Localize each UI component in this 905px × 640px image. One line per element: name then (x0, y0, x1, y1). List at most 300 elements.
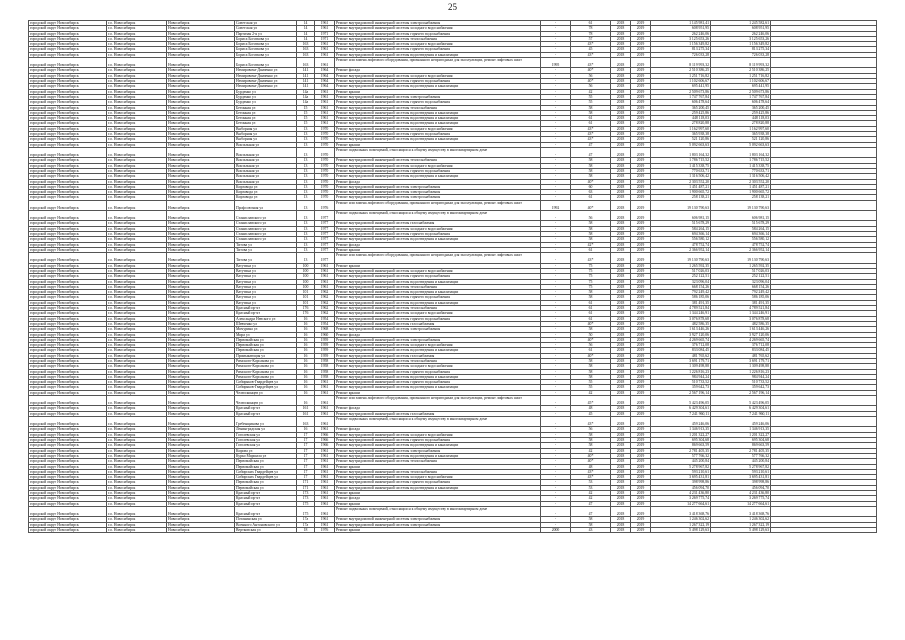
cell-cost: 14 277 664,61 (651, 501, 711, 506)
cell-house-number: 13 (297, 226, 315, 231)
cell-municipal-entity: г.о. Новосибирск (107, 353, 167, 358)
cell-cost: 258 138,21 (651, 195, 711, 200)
cell-house-number: 13 (297, 237, 315, 242)
cell-cost-total: 365 938,38 (711, 132, 771, 137)
cell-lift-year: - (541, 290, 571, 295)
cell-end-year: 2019 (631, 448, 651, 453)
cell-cost-total: 695 441,95 (711, 84, 771, 89)
cell-lift-year: - (541, 475, 571, 480)
cell-build-year: 1966 (315, 432, 335, 437)
cell-start-year: 2018 (611, 79, 631, 84)
cell-cost-total: 381 491,35 (711, 300, 771, 305)
cell-street: Первомайская ул (235, 343, 297, 348)
cell-work-type: Ремонт или замена лифтового оборудования, признанного непригодным для эксплуатации, ремонт лифтовых шахт (335, 58, 541, 68)
cell-municipality: городской округ Новосибирск (29, 353, 107, 358)
cell-house-number: 16 (297, 348, 315, 353)
cell-settlement: Новосибирск (167, 290, 235, 295)
cell-house-number: 17 (297, 438, 315, 443)
cell-street: Римского-Корсакова ул (235, 364, 297, 369)
cell-start-year: 2018 (611, 126, 631, 131)
cell-municipality: городской округ Новосибирск (29, 179, 107, 184)
cell-settlement: Новосибирск (167, 221, 235, 226)
cell-municipal-entity: г.о. Новосибирск (107, 52, 167, 57)
cell-municipality: городской округ Новосибирск (29, 211, 107, 221)
cell-work-type: Ремонт внутридомовой инженерной системы водоотведения и канализации (335, 121, 541, 126)
cell-settlement: Новосибирск (167, 247, 235, 252)
cell-house-number: 101 (297, 290, 315, 295)
cell-start-year: 2018 (611, 52, 631, 57)
cell-municipal-entity: г.о. Новосибирск (107, 190, 167, 195)
cell-municipality: городской округ Новосибирск (29, 321, 107, 326)
cell-build-year: 1962 (315, 311, 335, 316)
cell-settlement: Новосибирск (167, 337, 235, 342)
cell-work-type: Ремонт фасада (335, 406, 541, 411)
cell-house-number: 173 (297, 496, 315, 501)
cell-wear-percent: 42 (571, 448, 611, 453)
cell-cost: 1 786 715,52 (651, 158, 711, 163)
cell-cost: 586 185,06 (651, 295, 711, 300)
cell-end-year: 2019 (631, 385, 651, 390)
cell-work-type: Ремонт внутридомовой инженерной системы горячего водоснабжения (335, 380, 541, 385)
cell-build-year: 1961 (315, 496, 335, 501)
cell-wear-percent: 43 (571, 527, 611, 532)
cell-build-year: 1961 (315, 459, 335, 464)
cell-municipality: городской округ Новосибирск (29, 432, 107, 437)
cell-work-type: Ремонт внутридомовой инженерной системы теплоснабжения (335, 459, 541, 464)
cell-start-year: 2018 (611, 364, 631, 369)
cell-municipal-entity: г.о. Новосибирск (107, 232, 167, 237)
cell-settlement: Новосибирск (167, 263, 235, 268)
cell-municipal-entity: г.о. Новосибирск (107, 121, 167, 126)
cell-lift-year: - (541, 242, 571, 247)
cell-street: Станиславского ул (235, 226, 297, 231)
cell-lift-year: - (541, 406, 571, 411)
cell-municipal-entity: г.о. Новосибирск (107, 247, 167, 252)
cell-start-year: 2018 (611, 316, 631, 321)
cell-wear-percent: 55 (571, 100, 611, 105)
cell-house-number: 176 (297, 311, 315, 316)
cell-municipality: городской округ Новосибирск (29, 464, 107, 469)
cell-wear-percent: 57 (571, 36, 611, 41)
cell-wear-percent: 45 (571, 411, 611, 416)
cell-cost-total: 445 200,84 (711, 459, 771, 464)
cell-municipality: городской округ Новосибирск (29, 337, 107, 342)
cell-cost: 833 084,45 (651, 348, 711, 353)
cell-build-year: 1970 (315, 179, 335, 184)
cell-house-number: 163 (297, 47, 315, 52)
cell-work-type: Ремонт внутридомовой инженерной системы теплоснабжения (335, 469, 541, 474)
cell-build-year: 1970 (315, 163, 335, 168)
cell-lift-year: - (541, 448, 571, 453)
cell-end-year: 2019 (631, 263, 651, 268)
cell-settlement: Новосибирск (167, 432, 235, 437)
cell-municipal-entity: г.о. Новосибирск (107, 501, 167, 506)
cell-house-number: 13 (297, 184, 315, 189)
cell-work-type: Ремонт внутридомовой инженерной системы холодного водоснабжения (335, 163, 541, 168)
cell-street: Ватутина ул (235, 290, 297, 295)
cell-wear-percent: 48 (571, 464, 611, 469)
cell-municipality: городской округ Новосибирск (29, 110, 107, 115)
cell-street: Сибирских Гвардейцев ул (235, 469, 297, 474)
cell-municipal-entity: г.о. Новосибирск (107, 94, 167, 99)
cell-build-year: 1970 (315, 126, 335, 131)
cell-end-year: 2019 (631, 332, 651, 337)
cell-lift-year: - (541, 337, 571, 342)
cell-municipality: городской округ Новосибирск (29, 332, 107, 337)
cell-work-type: Ремонт крыши (335, 263, 541, 268)
cell-start-year: 2018 (611, 374, 631, 379)
cell-end-year: 2019 (631, 226, 651, 231)
cell-street: Вокзальная ул (235, 142, 297, 147)
cell-street: Немировича-Данченко ул (235, 84, 297, 89)
cell-start-year: 2018 (611, 132, 631, 137)
cell-street: Бетонная ул (235, 105, 297, 110)
cell-start-year: 2018 (611, 480, 631, 485)
cell-municipal-entity: г.о. Новосибирск (107, 253, 167, 263)
cell-lift-year: - (541, 232, 571, 237)
cell-cost-total: 252 122,51 (711, 274, 771, 279)
cell-municipal-entity: г.о. Новосибирск (107, 390, 167, 395)
cell-house-number: 100 (297, 284, 315, 289)
cell-cost-total: 5 423 496,05 (711, 396, 771, 406)
cell-work-type: Ремонт внутридомовой инженерной системы горячего водоснабжения (335, 369, 541, 374)
cell-street: Советская ул (235, 21, 297, 26)
cell-build-year: 1961 (315, 110, 335, 115)
cell-cost: 5 498 129,63 (651, 527, 711, 532)
cell-end-year: 2019 (631, 321, 651, 326)
cell-street: Партизан 2-я ул (235, 31, 297, 36)
cell-cost-total: 376 712,08 (711, 343, 771, 348)
cell-lift-year: - (541, 84, 571, 89)
cell-wear-percent: 47 (571, 147, 611, 157)
cell-street: Выборная ул (235, 126, 297, 131)
cell-municipal-entity: г.о. Новосибирск (107, 36, 167, 41)
cell-municipality: городской округ Новосибирск (29, 274, 107, 279)
cell-wear-percent: 58 (571, 168, 611, 173)
cell-cost-total: 1 900 665,72 (711, 190, 771, 195)
cell-house-number: 17 (297, 459, 315, 464)
cell-cost: 1 201 322,27 (651, 432, 711, 437)
cell-build-year: 1962 (315, 290, 335, 295)
cell-wear-percent: 58 (571, 232, 611, 237)
cell-cost: 2 366 952,14 (651, 247, 711, 252)
cell-work-type: Ремонт внутридомовой инженерной системы теплоснабжения (335, 105, 541, 110)
cell-wear-percent: 47 (571, 501, 611, 506)
cell-start-year: 2018 (611, 475, 631, 480)
cell-street: Кирова ул (235, 448, 297, 453)
cell-start-year: 2018 (611, 73, 631, 78)
cell-start-year: 2018 (611, 438, 631, 443)
cell-settlement: Новосибирск (167, 73, 235, 78)
cell-house-number: 163 (297, 58, 315, 68)
cell-cost-total: 1 226 816,23 (711, 369, 771, 374)
cell-municipal-entity: г.о. Новосибирск (107, 195, 167, 200)
cell-house-number: 13 (297, 142, 315, 147)
cell-municipal-entity: г.о. Новосибирск (107, 438, 167, 443)
cell-work-type: Ремонт крыши (335, 491, 541, 496)
cell-municipality: городской округ Новосибирск (29, 221, 107, 226)
cell-build-year: 1970 (315, 168, 335, 173)
cell-municipal-entity: г.о. Новосибирск (107, 443, 167, 448)
cell-cost-total: 517 026,03 (711, 268, 771, 273)
cell-municipal-entity: г.о. Новосибирск (107, 221, 167, 226)
cell-work-type: Ремонт внутридомовой инженерной системы электроснабжения (335, 522, 541, 527)
cell-municipal-entity: г.о. Новосибирск (107, 506, 167, 516)
cell-wear-percent: 43* (571, 137, 611, 142)
cell-start-year: 2018 (611, 179, 631, 184)
cell-lift-year: - (541, 417, 571, 427)
cell-cost: 1 226 816,23 (651, 369, 711, 374)
cell-start-year: 2018 (611, 332, 631, 337)
cell-house-number: 16 (297, 321, 315, 326)
table-row (29, 200, 877, 210)
cell-work-type: Ремонт или замена лифтового оборудования, признанного непригодным для эксплуатации, ремонт лифтовых шахт (335, 200, 541, 210)
cell-empty (771, 200, 877, 210)
cell-start-year: 2018 (611, 158, 631, 163)
cell-build-year: 1959 (315, 353, 335, 358)
cell-municipal-entity: г.о. Новосибирск (107, 73, 167, 78)
cell-settlement: Новосибирск (167, 36, 235, 41)
cell-end-year: 2019 (631, 147, 651, 157)
cell-settlement: Новосибирск (167, 100, 235, 105)
cell-cost: 359 642,73 (651, 385, 711, 390)
cell-settlement: Новосибирск (167, 200, 235, 210)
cell-municipal-entity: г.о. Новосибирск (107, 84, 167, 89)
cell-municipal-entity: г.о. Новосибирск (107, 226, 167, 231)
cell-municipal-entity: г.о. Новосибирск (107, 522, 167, 527)
cell-end-year: 2019 (631, 411, 651, 416)
cell-work-type: Ремонт внутридомовой инженерной системы водоотведения и канализации (335, 279, 541, 284)
cell-house-number: 100 (297, 263, 315, 268)
cell-cost: 521 120,86 (651, 137, 711, 142)
cell-empty (771, 58, 877, 68)
cell-settlement: Новосибирск (167, 348, 235, 353)
cell-work-type: Ремонт крыши (335, 247, 541, 252)
cell-start-year: 2018 (611, 31, 631, 36)
cell-end-year: 2019 (631, 417, 651, 427)
cell-municipality: городской округ Новосибирск (29, 311, 107, 316)
cell-municipality: городской округ Новосибирск (29, 448, 107, 453)
cell-cost-total: 586 185,06 (711, 295, 771, 300)
cell-cost: 1 162 997,60 (651, 126, 711, 131)
cell-street: Титова ул (235, 247, 297, 252)
cell-cost: 1 246 302,62 (651, 517, 711, 522)
cell-work-type: Ремонт внутридомовой инженерной системы водоотведения и канализации (335, 174, 541, 179)
cell-work-type: Ремонт внутридомовой инженерной системы холодного водоснабжения (335, 475, 541, 480)
cell-street: Вокзальная ул (235, 158, 297, 163)
cell-build-year: 1971 (315, 36, 335, 41)
cell-municipality: городской округ Новосибирск (29, 242, 107, 247)
cell-end-year: 2019 (631, 469, 651, 474)
cell-lift-year: - (541, 31, 571, 36)
cell-cost-total: 1 265 592,35 (711, 263, 771, 268)
cell-municipality: городской округ Новосибирск (29, 116, 107, 121)
cell-street: Челюскинцев ул (235, 390, 297, 395)
cell-street: Бурденко ул (235, 89, 297, 94)
cell-municipal-entity: г.о. Новосибирск (107, 158, 167, 163)
cell-house-number: 16 (297, 396, 315, 406)
cell-work-type: Ремонт внутридомовой инженерной системы холодного водоснабжения (335, 73, 541, 78)
cell-start-year: 2018 (611, 321, 631, 326)
cell-settlement: Новосибирск (167, 168, 235, 173)
cell-build-year: 1961 (315, 279, 335, 284)
cell-settlement: Новосибирск (167, 89, 235, 94)
cell-end-year: 2019 (631, 300, 651, 305)
cell-street: Красный пр-кт (235, 411, 297, 416)
cell-cost-total: 515 678,29 (711, 221, 771, 226)
cell-municipality: городской округ Новосибирск (29, 58, 107, 68)
cell-cost-total: 2 303 552,20 (711, 179, 771, 184)
cell-empty (771, 253, 877, 263)
cell-wear-percent: 61 (571, 21, 611, 26)
cell-cost-total: 694 366,14 (711, 232, 771, 237)
cell-work-type: Ремонт внутридомовой инженерной системы горячего водоснабжения (335, 480, 541, 485)
cell-wear-percent: 61 (571, 311, 611, 316)
cell-municipality: городской округ Новосибирск (29, 263, 107, 268)
cell-work-type: Ремонт внутридомовой инженерной системы водоотведения и канализации (335, 116, 541, 121)
cell-build-year: 1976 (315, 527, 335, 532)
cell-start-year: 2018 (611, 527, 631, 532)
repair-program-table (28, 20, 877, 533)
cell-lift-year: - (541, 100, 571, 105)
cell-build-year: 1977 (315, 221, 335, 226)
cell-municipality: городской округ Новосибирск (29, 26, 107, 31)
cell-house-number: 13 (297, 174, 315, 179)
cell-lift-year: - (541, 279, 571, 284)
cell-cost-total: 1 747 767,84 (711, 94, 771, 99)
cell-settlement: Новосибирск (167, 195, 235, 200)
cell-municipal-entity: г.о. Новосибирск (107, 100, 167, 105)
cell-lift-year: - (541, 459, 571, 464)
cell-end-year: 2019 (631, 211, 651, 221)
cell-end-year: 2019 (631, 58, 651, 68)
cell-municipal-entity: г.о. Новосибирск (107, 406, 167, 411)
cell-work-type: Ремонт внутридомовой инженерной системы газоснабжения (335, 411, 541, 416)
cell-build-year: 1961 (315, 52, 335, 57)
cell-work-type: Ремонт фасада (335, 242, 541, 247)
cell-municipal-entity: г.о. Новосибирск (107, 79, 167, 84)
cell-street: Бурденко ул (235, 94, 297, 99)
cell-build-year: 1961 (315, 42, 335, 47)
cell-build-year: 1961 (315, 417, 335, 427)
cell-settlement: Новосибирск (167, 31, 235, 36)
cell-settlement: Новосибирск (167, 179, 235, 184)
cell-settlement: Новосибирск (167, 353, 235, 358)
cell-lift-year: - (541, 295, 571, 300)
cell-municipal-entity: г.о. Новосибирск (107, 485, 167, 490)
cell-street: Гоголевская ул (235, 443, 297, 448)
cell-cost: 1 316 506,42 (651, 174, 711, 179)
cell-municipality: городской округ Новосибирск (29, 459, 107, 464)
cell-wear-percent: 42 (571, 496, 611, 501)
cell-settlement: Новосибирск (167, 226, 235, 231)
cell-start-year: 2018 (611, 242, 631, 247)
cell-house-number: 100 (297, 274, 315, 279)
cell-end-year: 2019 (631, 380, 651, 385)
cell-municipality: городской округ Новосибирск (29, 36, 107, 41)
cell-wear-percent: 43* (571, 126, 611, 131)
cell-work-type: Ремонт внутридомовой инженерной системы электроснабжения (335, 195, 541, 200)
cell-cost: 2 303 552,20 (651, 179, 711, 184)
cell-wear-percent: 58 (571, 226, 611, 231)
cell-settlement: Новосибирск (167, 274, 235, 279)
cell-house-number: 13 (297, 158, 315, 163)
cell-municipality: городской округ Новосибирск (29, 343, 107, 348)
cell-cost: 19 130 790,63 (651, 200, 711, 210)
cell-municipal-entity: г.о. Новосибирск (107, 58, 167, 68)
cell-municipal-entity: г.о. Новосибирск (107, 348, 167, 353)
cell-street: Выборная ул (235, 132, 297, 137)
cell-street: Первомайская ул (235, 464, 297, 469)
cell-cost: 770 633,71 (651, 168, 711, 173)
cell-cost: 695 304,68 (651, 438, 711, 443)
cell-municipality: городской округ Новосибирск (29, 253, 107, 263)
cell-cost: 584 264,15 (651, 226, 711, 231)
cell-street: Бетонная ул (235, 121, 297, 126)
cell-settlement: Новосибирск (167, 475, 235, 480)
cell-street: Бетонная ул (235, 110, 297, 115)
cell-start-year: 2018 (611, 453, 631, 458)
cell-cost: 456 094,70 (651, 485, 711, 490)
cell-cost: 984 944,24 (651, 374, 711, 379)
cell-wear-percent: 56 (571, 343, 611, 348)
cell-settlement: Новосибирск (167, 142, 235, 147)
cell-cost: 1 415 338,75 (651, 163, 711, 168)
cell-work-type: Ремонт внутридомовой инженерной системы водоотведения и канализации (335, 84, 541, 89)
cell-municipal-entity: г.о. Новосибирск (107, 105, 167, 110)
cell-end-year: 2019 (631, 496, 651, 501)
cell-work-type: Ремонт внутридомовой инженерной системы холодного водоснабжения (335, 364, 541, 369)
cell-wear-percent: 61 (571, 116, 611, 121)
cell-municipal-entity: г.о. Новосибирск (107, 47, 167, 52)
cell-street: Красный пр-кт (235, 491, 297, 496)
cell-house-number: 15 (297, 105, 315, 110)
cell-end-year: 2019 (631, 42, 651, 47)
cell-lift-year: - (541, 396, 571, 406)
cell-cost-total: 19 130 790,63 (711, 253, 771, 263)
cell-build-year: 1970 (315, 147, 335, 157)
cell-house-number: 14 (297, 26, 315, 31)
cell-street: Ватутина ул (235, 263, 297, 268)
cell-municipality: городской округ Новосибирск (29, 327, 107, 332)
cell-work-type: Ремонт внутридомовой инженерной системы горячего водоснабжения (335, 31, 541, 36)
cell-start-year: 2018 (611, 311, 631, 316)
cell-work-type: Ремонт внутридомовой инженерной системы теплоснабжения (335, 358, 541, 363)
cell-house-number: 17 (297, 453, 315, 458)
cell-municipality: городской округ Новосибирск (29, 168, 107, 173)
cell-end-year: 2019 (631, 36, 651, 41)
cell-end-year: 2019 (631, 31, 651, 36)
cell-end-year: 2019 (631, 369, 651, 374)
cell-cost: 3 125 653,26 (651, 36, 711, 41)
cell-municipality: городской округ Новосибирск (29, 73, 107, 78)
cell-lift-year: - (541, 174, 571, 179)
cell-cost-total: 262 246,06 (711, 31, 771, 36)
cell-cost: 577 766,32 (651, 453, 711, 458)
cell-wear-percent: 40* (571, 337, 611, 342)
cell-municipal-entity: г.о. Новосибирск (107, 26, 167, 31)
cell-municipal-entity: г.о. Новосибирск (107, 332, 167, 337)
cell-lift-year: - (541, 443, 571, 448)
cell-municipal-entity: г.о. Новосибирск (107, 480, 167, 485)
cell-end-year: 2019 (631, 247, 651, 252)
cell-end-year: 2019 (631, 485, 651, 490)
cell-municipal-entity: г.о. Новосибирск (107, 432, 167, 437)
cell-wear-percent: 78 (571, 31, 611, 36)
cell-work-type: Ремонт внутридомовой инженерной системы электроснабжения (335, 184, 541, 189)
cell-end-year: 2019 (631, 232, 651, 237)
table-row (29, 417, 877, 427)
